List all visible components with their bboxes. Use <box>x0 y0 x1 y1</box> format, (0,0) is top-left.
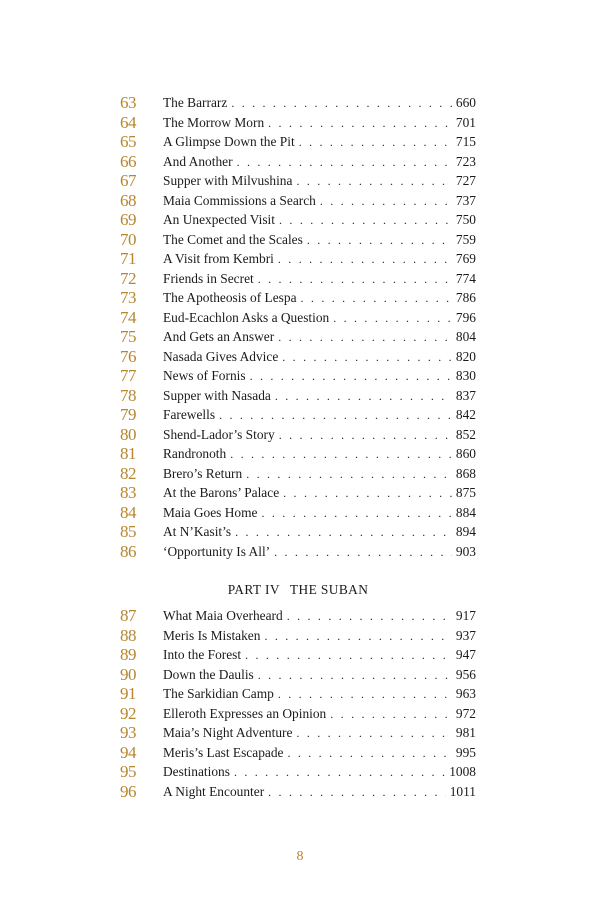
chapter-number: 81 <box>120 444 136 463</box>
chapter-number: 83 <box>120 483 136 502</box>
dot-leader <box>287 607 452 627</box>
chapter-number: 90 <box>120 664 136 684</box>
chapter-number: 82 <box>120 463 136 483</box>
page-ref: 917 <box>455 608 476 623</box>
toc-entry <box>120 503 476 523</box>
page-ref: 715 <box>455 134 476 149</box>
page-ref: 884 <box>455 504 476 520</box>
chapter-number: 77 <box>120 366 136 385</box>
dot-leader <box>268 114 452 134</box>
chapter-title: Maia Commissions a Search <box>163 192 316 208</box>
chapter-number: 73 <box>120 288 136 307</box>
chapter-title: Supper with Nasada <box>163 387 271 403</box>
page-ref: 796 <box>455 309 476 325</box>
chapter-number: 84 <box>120 502 136 522</box>
page-number: 8 <box>296 849 304 864</box>
chapter-number: 88 <box>120 625 136 645</box>
page-ref: 759 <box>455 231 476 247</box>
page-ref: 956 <box>455 666 476 682</box>
chapter-title: A Night Encounter <box>163 783 265 799</box>
toc-entry <box>120 723 476 743</box>
toc-entry-line <box>163 704 476 725</box>
toc-entry <box>120 171 476 191</box>
chapter-title: A Glimpse Down the Pit <box>163 134 295 149</box>
chapter-title: At N’Kasit’s <box>163 524 232 539</box>
page-ref: 875 <box>455 485 476 500</box>
toc-entry <box>120 522 476 542</box>
chapter-title: Meris’s Last Escapade <box>163 744 284 760</box>
dot-leader <box>282 348 452 368</box>
toc-entry <box>120 626 476 646</box>
dot-leader <box>261 504 451 524</box>
dot-leader <box>279 426 452 446</box>
chapter-title: At the Barons’ Palace <box>163 485 280 500</box>
dot-leader <box>279 211 452 231</box>
chapter-title: Destinations <box>163 764 230 779</box>
chapter-number: 66 <box>120 151 136 171</box>
chapter-number: 76 <box>120 346 136 366</box>
chapter-number: 86 <box>120 541 136 561</box>
page-ref: 995 <box>455 744 476 760</box>
toc-entry <box>120 665 476 685</box>
page-ref: 894 <box>455 524 476 539</box>
chapter-title: Brero’s Return <box>163 465 243 481</box>
toc-list-part-three <box>120 93 476 561</box>
toc-entry-line <box>163 464 476 485</box>
chapter-title: The Barrarz <box>163 95 228 110</box>
dot-leader <box>258 270 452 290</box>
page-ref: 701 <box>455 114 476 130</box>
chapter-number: 74 <box>120 307 136 327</box>
chapter-number: 87 <box>120 606 136 625</box>
toc-entry <box>120 483 476 503</box>
page-ref: 1011 <box>449 783 476 799</box>
dot-leader <box>296 172 451 192</box>
toc-entry <box>120 606 476 626</box>
toc-entry-line <box>163 191 476 212</box>
chapter-number: 96 <box>120 781 136 801</box>
chapter-number: 68 <box>120 190 136 210</box>
toc-entry <box>120 269 476 289</box>
dot-leader <box>258 666 452 686</box>
toc-entry <box>120 93 476 113</box>
toc-entry <box>120 405 476 425</box>
dot-leader <box>274 543 452 563</box>
chapter-title: Eud-Ecachlon Asks a Question <box>163 309 330 325</box>
page-ref: 837 <box>455 387 476 403</box>
chapter-title: Down the Daulis <box>163 666 254 682</box>
toc-entry-line <box>163 782 476 803</box>
toc-entry <box>120 327 476 347</box>
dot-leader <box>219 406 452 426</box>
toc-entry-line <box>163 483 476 504</box>
toc-entry <box>120 288 476 308</box>
page-ref: 786 <box>455 290 476 305</box>
chapter-number: 79 <box>120 405 136 424</box>
dot-leader <box>278 328 452 348</box>
toc-entry-line <box>163 113 476 134</box>
page-ref: 852 <box>455 426 476 442</box>
page-ref: 981 <box>455 725 476 740</box>
chapter-number: 69 <box>120 210 136 229</box>
toc-entry-line <box>163 723 476 744</box>
toc-entry <box>120 425 476 445</box>
chapter-number: 78 <box>120 385 136 405</box>
chapter-title: Into the Forest <box>163 647 242 662</box>
page-ref: 737 <box>455 192 476 208</box>
toc-list-part-four <box>120 606 476 801</box>
page-ref: 842 <box>455 407 476 422</box>
toc-entry-line <box>163 93 476 114</box>
chapter-number: 91 <box>120 684 136 703</box>
chapter-number: 89 <box>120 645 136 664</box>
dot-leader <box>231 94 452 114</box>
chapter-number: 95 <box>120 762 136 781</box>
chapter-number: 71 <box>120 249 136 268</box>
dot-leader <box>230 445 452 465</box>
toc-entry <box>120 386 476 406</box>
page-ref: 963 <box>455 686 476 701</box>
chapter-title: An Unexpected Visit <box>163 212 276 227</box>
toc-entry <box>120 464 476 484</box>
dot-leader <box>235 523 452 543</box>
chapter-title: Elleroth Expresses an Opinion <box>163 705 327 721</box>
chapter-title: The Sarkidian Camp <box>163 686 274 701</box>
toc-entry <box>120 542 476 562</box>
page-ref: 660 <box>455 95 476 110</box>
chapter-number: 92 <box>120 703 136 723</box>
dot-leader <box>246 465 452 485</box>
chapter-title: The Apotheosis of Lespa <box>163 290 297 305</box>
chapter-number: 94 <box>120 742 136 762</box>
chapter-title: Meris Is Mistaken <box>163 627 261 643</box>
toc-entry <box>120 704 476 724</box>
dot-leader <box>264 627 451 647</box>
chapter-title: Farewells <box>163 407 216 422</box>
dot-leader <box>320 192 452 212</box>
dot-leader <box>287 744 451 764</box>
dot-leader <box>278 685 452 705</box>
page-ref: 723 <box>455 153 476 169</box>
toc-entry-line <box>163 762 476 783</box>
dot-leader <box>234 763 445 783</box>
page-ref: 868 <box>455 465 476 481</box>
toc-entry <box>120 743 476 763</box>
dot-leader <box>250 367 452 387</box>
toc-entry-line <box>163 405 476 426</box>
toc-entry <box>120 308 476 328</box>
dot-leader <box>333 309 452 329</box>
chapter-title: Randronoth <box>163 446 227 461</box>
toc-entry-line <box>163 210 476 231</box>
toc-entry-line <box>163 386 476 407</box>
toc-entry <box>120 684 476 704</box>
toc-entry <box>120 645 476 665</box>
toc-entry <box>120 782 476 802</box>
page-ref: 774 <box>455 270 476 286</box>
chapter-title: What Maia Overheard <box>163 608 283 623</box>
page-ref: 830 <box>455 368 476 383</box>
toc-entry-line <box>163 288 476 309</box>
toc-entry-line <box>163 171 476 192</box>
toc-entry-line <box>163 366 476 387</box>
dot-leader <box>268 783 446 803</box>
page-ref: 860 <box>455 446 476 461</box>
chapter-title: The Comet and the Scales <box>163 231 303 247</box>
toc-entry-line <box>163 522 476 543</box>
dot-leader <box>283 484 452 504</box>
chapter-number: 65 <box>120 132 136 151</box>
toc-entry-line <box>163 152 476 173</box>
chapter-title: Shend-Lador’s Story <box>163 426 275 442</box>
dot-leader <box>330 705 452 725</box>
chapter-number: 93 <box>120 723 136 742</box>
toc-entry <box>120 249 476 269</box>
chapter-number: 72 <box>120 268 136 288</box>
toc-entry-line <box>163 132 476 153</box>
chapter-number: 85 <box>120 522 136 541</box>
dot-leader <box>296 724 451 744</box>
toc-entry-line <box>163 327 476 348</box>
chapter-number: 70 <box>120 229 136 249</box>
dot-leader <box>299 133 452 153</box>
page-ref: 1008 <box>449 764 476 779</box>
toc-entry-line <box>163 684 476 705</box>
chapter-title: Friends in Secret <box>163 270 254 286</box>
toc-entry <box>120 444 476 464</box>
toc-entry-line <box>163 347 476 368</box>
toc-entry <box>120 132 476 152</box>
chapter-title: And Gets an Answer <box>163 329 275 344</box>
page-ref: 750 <box>455 212 476 227</box>
dot-leader <box>237 153 452 173</box>
chapter-title: News of Fornis <box>163 368 246 383</box>
toc-entry-line <box>163 542 476 563</box>
dot-leader <box>307 231 452 251</box>
chapter-number: 67 <box>120 171 136 190</box>
toc-entry-line <box>163 665 476 686</box>
part-heading <box>120 582 476 598</box>
dot-leader <box>245 646 452 666</box>
dot-leader <box>301 289 452 309</box>
chapter-title: A Visit from Kembri <box>163 251 274 266</box>
toc-entry <box>120 210 476 230</box>
page-ref: 820 <box>455 348 476 364</box>
page-ref: 972 <box>455 705 476 721</box>
toc-entry-line <box>163 503 476 524</box>
chapter-number: 63 <box>120 93 136 112</box>
page-ref: 937 <box>455 627 476 643</box>
toc-entry-line <box>163 645 476 666</box>
page-ref: 769 <box>455 251 476 266</box>
chapter-title: Supper with Milvushina <box>163 173 293 188</box>
toc-entry <box>120 230 476 250</box>
chapter-number: 64 <box>120 112 136 132</box>
page-ref: 903 <box>455 543 476 559</box>
toc-entry-line <box>163 269 476 290</box>
page-ref: 947 <box>455 647 476 662</box>
chapter-number: 80 <box>120 424 136 444</box>
page-ref: 804 <box>455 329 476 344</box>
toc-entry-line <box>163 230 476 251</box>
toc-entry-line <box>163 743 476 764</box>
toc-entry-line <box>163 444 476 465</box>
dot-leader <box>275 387 452 407</box>
toc-entry <box>120 152 476 172</box>
dot-leader <box>278 250 452 270</box>
chapter-number: 75 <box>120 327 136 346</box>
chapter-title: ‘Opportunity Is All’ <box>163 543 271 559</box>
part-label: PART IV <box>227 582 280 597</box>
toc-entry <box>120 347 476 367</box>
toc-entry-line <box>163 308 476 329</box>
chapter-title: Nasada Gives Advice <box>163 348 279 364</box>
toc-entry <box>120 191 476 211</box>
chapter-title: And Another <box>163 153 233 169</box>
toc-entry <box>120 762 476 782</box>
toc-entry-line <box>163 606 476 627</box>
page-ref: 727 <box>455 173 476 188</box>
chapter-title: Maia’s Night Adventure <box>163 725 293 740</box>
toc-entry-line <box>163 626 476 647</box>
toc-entry-line <box>163 249 476 270</box>
toc-entry-line <box>163 425 476 446</box>
toc-entry <box>120 366 476 386</box>
chapter-title: The Morrow Morn <box>163 114 265 130</box>
toc-entry <box>120 113 476 133</box>
chapter-title: Maia Goes Home <box>163 504 258 520</box>
part-title: THE SUBAN <box>289 582 369 597</box>
